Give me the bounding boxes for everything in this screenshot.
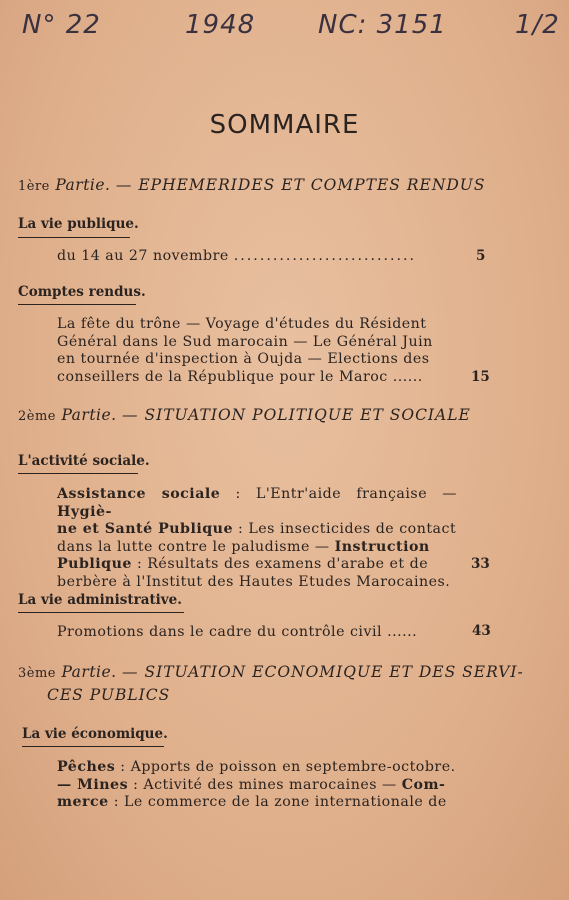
entry-line [57,521,457,539]
handwritten-year: 1948 [185,10,256,40]
part-1-heading [18,176,486,194]
section-rule [18,473,138,474]
entry-line: Général dans le Sud marocain — Le Général Juin [57,333,433,350]
entry-line: en tournée d'inspection à Oujda — Elections des [57,351,430,367]
section-heading-vie-publique: La vie publique. [18,216,139,232]
entry-line [57,574,457,592]
part-2-partie: Partie. [61,406,117,424]
page-number: 43 [472,623,491,639]
section-rule [18,612,184,613]
part-1-number: 1ère [18,179,50,194]
part-2-heading [18,406,471,424]
section-heading-comptes-rendus: Comptes rendus. [18,284,146,300]
entry-text: : Les insecticides de contact [233,521,457,537]
entry-line: La fête du trône — Voyage d'études du Résident [57,316,427,332]
topic-label: Instruction [334,538,430,555]
section-heading-vie-administrative: La vie administrative. [18,592,182,608]
entry-vie-administrative [57,624,457,642]
section-heading-activite-sociale: L'activité sociale. [18,453,150,469]
topic-label: Com- [401,776,446,793]
handwritten-number: N° 22 [22,10,101,40]
topic-label: ne et Santé Publique [57,521,234,537]
part-1-partie: Partie. [55,176,111,194]
section-heading-vie-economique: La vie économique. [22,726,168,742]
entry-text: : Résultats des examens d'arabe et de [131,556,429,572]
part-1-title: — EPHEMERIDES ET COMPTES RENDUS [115,176,486,194]
page-number: 5 [476,248,486,264]
entry-vie-economique [57,759,457,812]
handwritten-part: 1/2 [515,10,560,40]
handwritten-ref: NC: 3151 [318,10,447,40]
topic-label: merce [57,794,109,810]
entry-text: dans la lutte contre le paludisme — [57,538,335,555]
part-3-title: — SITUATION ECONOMIQUE ET DES SERVI- [122,663,524,681]
entry-text: du 14 au 27 novembre [57,248,229,264]
topic-label: Pêches [57,759,116,775]
entry-activite-sociale [57,486,457,591]
page-title: SOMMAIRE [209,110,360,140]
entry-text: berbère à l'Institut des Hautes Etudes Marocaines. [57,573,451,590]
part-3-heading [18,663,524,681]
entry-text: : Le commerce de la zone internationale de [108,794,447,810]
section-rule [18,304,136,305]
entry-text: : Activité des mines marocaines — [128,776,402,793]
entry-line [57,556,457,574]
part-2-number: 2ème [18,409,56,424]
topic-label: Publique [57,556,132,572]
dot-leader: ............................ [233,248,417,264]
entry-line [57,759,457,777]
page-number: 15 [471,369,490,385]
section-rule [22,746,164,747]
topic-label: Hygiè- [57,503,112,520]
entry-line [57,794,457,812]
topic-label: Assistance sociale [57,486,221,502]
part-2-title: — SITUATION POLITIQUE ET SOCIALE [122,406,471,424]
entry-text: : L'Entr'aide française — [220,486,457,502]
entry-line [57,777,457,795]
entry-comptes-rendus [57,316,457,386]
page-number: 33 [471,556,490,572]
entry-line: conseillers de la République pour le Maroc ...... [57,368,423,385]
section-rule [18,237,130,238]
entry-line [57,539,457,557]
part-3-number: 3ème [18,666,56,681]
entry-line [57,486,457,521]
entry-text: Promotions dans le cadre du contrôle civil ...... [57,624,418,640]
topic-label: — Mines [57,776,129,793]
entry-vie-publique [57,248,457,266]
entry-text: : Apports de poisson en septembre-octobre. [115,759,456,775]
part-3-title-2: CES PUBLICS [47,686,171,704]
part-3-partie: Partie. [61,663,117,681]
part-3-title-continued [47,686,170,704]
